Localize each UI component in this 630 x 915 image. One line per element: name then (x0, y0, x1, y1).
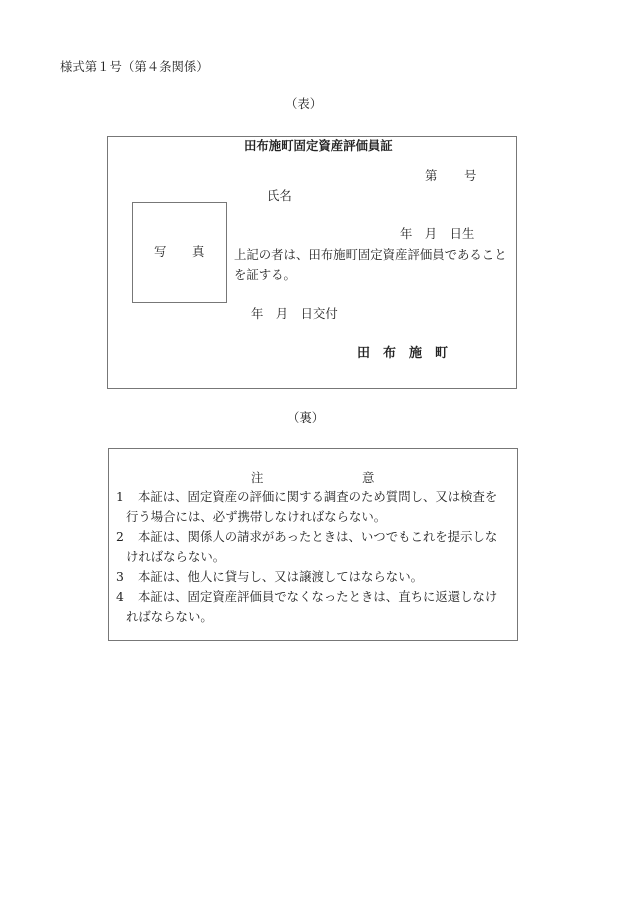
notice-heading-2: 意 (362, 470, 375, 485)
number-go: 号 (464, 168, 477, 183)
issue-date: 年 月 日交付 (251, 306, 338, 321)
item-number: 4 (116, 589, 124, 604)
birth-date: 年 月 日生 (400, 226, 475, 241)
number-dai: 第 (425, 168, 438, 183)
photo-box (132, 202, 227, 303)
item-line-2: 行う場合には、必ず携帯しなければならない。 (126, 509, 387, 524)
item-line-2: ればならない。 (126, 609, 213, 624)
item-number: 3 (116, 569, 124, 584)
certify-line-1: 上記の者は、田布施町固定資産評価員であること (234, 247, 507, 262)
notice-heading-1: 注 (251, 470, 264, 485)
item-number: 2 (116, 529, 124, 544)
card-title: 田布施町固定資産評価員証 (244, 138, 393, 153)
certify-line-2: を証する。 (234, 267, 296, 282)
photo-label-2: 真 (192, 244, 205, 259)
item-number: 1 (116, 489, 124, 504)
front-label: （表） (285, 96, 323, 111)
item-line-2: ければならない。 (126, 549, 226, 564)
photo-label-1: 写 (154, 244, 167, 259)
name-label: 氏名 (267, 188, 292, 203)
form-number: 様式第１号（第４条関係） (60, 59, 209, 74)
item-line-1: 本証は、固定資産評価員でなくなったときは、直ちに返還しなけ (138, 589, 498, 604)
item-line-1: 本証は、固定資産の評価に関する調査のため質問し、又は検査を (138, 489, 498, 504)
item-line-1: 本証は、他人に貸与し、又は譲渡してはならない。 (138, 569, 423, 584)
item-line-1: 本証は、関係人の請求があったときは、いつでもこれを提示しな (138, 529, 498, 544)
issuer: 田 布 施 町 (357, 346, 449, 361)
back-label: （裏） (287, 410, 325, 425)
